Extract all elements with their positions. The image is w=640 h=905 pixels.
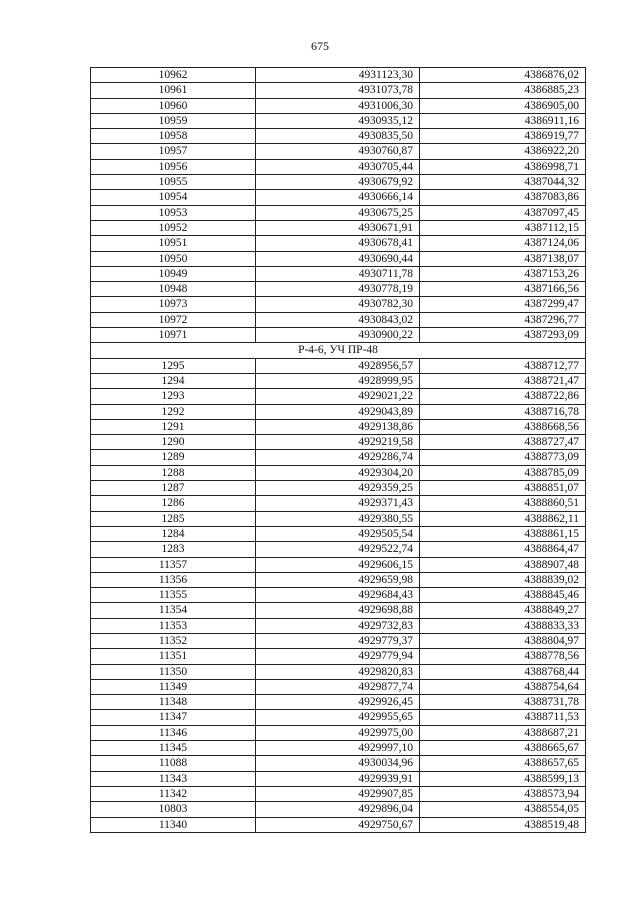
table-row: [91, 328, 586, 343]
table-row: [91, 83, 586, 98]
x-coordinate-cell: 4930705,44: [256, 159, 420, 174]
y-coordinate-cell: 4388573,94: [420, 786, 586, 801]
y-coordinate-cell: 4388862,11: [420, 511, 586, 526]
x-coordinate-cell: 4929606,15: [256, 557, 420, 572]
y-coordinate-cell: 4388778,56: [420, 649, 586, 664]
x-coordinate-cell: 4930900,22: [256, 328, 420, 343]
table-row: [91, 557, 586, 572]
x-coordinate-cell: 4929877,74: [256, 679, 420, 694]
point-id-cell: 10958: [91, 129, 256, 144]
table-row: [91, 389, 586, 404]
point-id-cell: 11356: [91, 572, 256, 587]
point-id-cell: 1292: [91, 404, 256, 419]
x-coordinate-cell: 4929684,43: [256, 588, 420, 603]
x-coordinate-cell: 4929955,65: [256, 710, 420, 725]
section-title: Р-4-6, УЧ ПР-48: [91, 343, 586, 358]
y-coordinate-cell: 4387153,26: [420, 266, 586, 281]
table-row: [91, 649, 586, 664]
y-coordinate-cell: 4388721,47: [420, 373, 586, 388]
point-id-cell: 11346: [91, 725, 256, 740]
x-coordinate-cell: 4928999,95: [256, 373, 420, 388]
x-coordinate-cell: 4929975,00: [256, 725, 420, 740]
table-row: [91, 572, 586, 587]
y-coordinate-cell: 4388785,09: [420, 465, 586, 480]
y-coordinate-cell: 4388554,05: [420, 802, 586, 817]
y-coordinate-cell: 4388668,56: [420, 419, 586, 434]
x-coordinate-cell: 4929926,45: [256, 695, 420, 710]
x-coordinate-cell: 4929380,55: [256, 511, 420, 526]
table-row: [91, 786, 586, 801]
x-coordinate-cell: 4929997,10: [256, 741, 420, 756]
y-coordinate-cell: 4388687,21: [420, 725, 586, 740]
point-id-cell: 10957: [91, 144, 256, 159]
table-row: [91, 159, 586, 174]
page-number: 675: [311, 39, 329, 53]
x-coordinate-cell: 4930782,30: [256, 297, 420, 312]
table-row: [91, 511, 586, 526]
point-id-cell: 11343: [91, 771, 256, 786]
y-coordinate-cell: 4387293,09: [420, 328, 586, 343]
table-row: [91, 802, 586, 817]
y-coordinate-cell: 4388722,86: [420, 389, 586, 404]
x-coordinate-cell: 4929732,83: [256, 618, 420, 633]
x-coordinate-cell: 4931123,30: [256, 68, 420, 83]
point-id-cell: 11357: [91, 557, 256, 572]
table-row: [91, 603, 586, 618]
x-coordinate-cell: 4929820,83: [256, 664, 420, 679]
table-row: [91, 312, 586, 327]
y-coordinate-cell: 4388712,77: [420, 358, 586, 373]
point-id-cell: 11342: [91, 786, 256, 801]
x-coordinate-cell: 4929371,43: [256, 496, 420, 511]
table-row: [91, 588, 586, 603]
y-coordinate-cell: 4386919,77: [420, 129, 586, 144]
point-id-cell: 1288: [91, 465, 256, 480]
point-id-cell: 10973: [91, 297, 256, 312]
point-id-cell: 10961: [91, 83, 256, 98]
y-coordinate-cell: 4387044,32: [420, 175, 586, 190]
x-coordinate-cell: 4929779,94: [256, 649, 420, 664]
coordinates-table: [90, 67, 586, 833]
point-id-cell: 10948: [91, 282, 256, 297]
table-row: [91, 205, 586, 220]
table-row: [91, 113, 586, 128]
y-coordinate-cell: 4388665,67: [420, 741, 586, 756]
y-coordinate-cell: 4388731,78: [420, 695, 586, 710]
point-id-cell: 1284: [91, 526, 256, 541]
x-coordinate-cell: 4929907,85: [256, 786, 420, 801]
x-coordinate-cell: 4929896,04: [256, 802, 420, 817]
y-coordinate-cell: 4388768,44: [420, 664, 586, 679]
x-coordinate-cell: 4929304,20: [256, 465, 420, 480]
y-coordinate-cell: 4388716,78: [420, 404, 586, 419]
point-id-cell: 11352: [91, 633, 256, 648]
point-id-cell: 11350: [91, 664, 256, 679]
point-id-cell: 11349: [91, 679, 256, 694]
y-coordinate-cell: 4386922,20: [420, 144, 586, 159]
table-row: [91, 282, 586, 297]
y-coordinate-cell: 4387296,77: [420, 312, 586, 327]
x-coordinate-cell: 4930711,78: [256, 266, 420, 281]
x-coordinate-cell: 4929750,67: [256, 817, 420, 832]
table-row: [91, 129, 586, 144]
x-coordinate-cell: 4930671,91: [256, 220, 420, 235]
y-coordinate-cell: 4386911,16: [420, 113, 586, 128]
y-coordinate-cell: 4386876,02: [420, 68, 586, 83]
table-row: [91, 725, 586, 740]
point-id-cell: 11355: [91, 588, 256, 603]
table-row: [91, 741, 586, 756]
y-coordinate-cell: 4388804,97: [420, 633, 586, 648]
y-coordinate-cell: 4386885,23: [420, 83, 586, 98]
point-id-cell: 11345: [91, 741, 256, 756]
point-id-cell: 1289: [91, 450, 256, 465]
table-row: [91, 817, 586, 832]
point-id-cell: 10954: [91, 190, 256, 205]
x-coordinate-cell: 4929219,58: [256, 435, 420, 450]
y-coordinate-cell: 4388519,48: [420, 817, 586, 832]
point-id-cell: 10949: [91, 266, 256, 281]
point-id-cell: 10959: [91, 113, 256, 128]
x-coordinate-cell: 4930843,02: [256, 312, 420, 327]
y-coordinate-cell: 4387124,06: [420, 236, 586, 251]
y-coordinate-cell: 4388845,46: [420, 588, 586, 603]
y-coordinate-cell: 4388754,64: [420, 679, 586, 694]
point-id-cell: 11353: [91, 618, 256, 633]
point-id-cell: 1293: [91, 389, 256, 404]
table-row: [91, 771, 586, 786]
y-coordinate-cell: 4388711,53: [420, 710, 586, 725]
table-row: [91, 710, 586, 725]
x-coordinate-cell: 4929043,89: [256, 404, 420, 419]
table-row: [91, 297, 586, 312]
point-id-cell: 1294: [91, 373, 256, 388]
table-row: [91, 236, 586, 251]
table-row: [91, 695, 586, 710]
y-coordinate-cell: 4388657,65: [420, 756, 586, 771]
x-coordinate-cell: 4930760,87: [256, 144, 420, 159]
x-coordinate-cell: 4930835,50: [256, 129, 420, 144]
y-coordinate-cell: 4388727,47: [420, 435, 586, 450]
section-header-row: [91, 343, 586, 358]
x-coordinate-cell: 4930034,96: [256, 756, 420, 771]
table-row: [91, 465, 586, 480]
y-coordinate-cell: 4387112,15: [420, 220, 586, 235]
point-id-cell: 10952: [91, 220, 256, 235]
point-id-cell: 10803: [91, 802, 256, 817]
x-coordinate-cell: 4929659,98: [256, 572, 420, 587]
y-coordinate-cell: 4387299,47: [420, 297, 586, 312]
x-coordinate-cell: 4929779,37: [256, 633, 420, 648]
y-coordinate-cell: 4388851,07: [420, 481, 586, 496]
point-id-cell: 10962: [91, 68, 256, 83]
x-coordinate-cell: 4929286,74: [256, 450, 420, 465]
point-id-cell: 1290: [91, 435, 256, 450]
x-coordinate-cell: 4930678,41: [256, 236, 420, 251]
point-id-cell: 10955: [91, 175, 256, 190]
y-coordinate-cell: 4388773,09: [420, 450, 586, 465]
table-row: [91, 251, 586, 266]
x-coordinate-cell: 4929505,54: [256, 526, 420, 541]
table-row: [91, 190, 586, 205]
point-id-cell: 11347: [91, 710, 256, 725]
point-id-cell: 10971: [91, 328, 256, 343]
y-coordinate-cell: 4388839,02: [420, 572, 586, 587]
point-id-cell: 10950: [91, 251, 256, 266]
table-row: [91, 358, 586, 373]
point-id-cell: 10951: [91, 236, 256, 251]
y-coordinate-cell: 4386905,00: [420, 98, 586, 113]
point-id-cell: 1291: [91, 419, 256, 434]
table-row: [91, 756, 586, 771]
x-coordinate-cell: 4931006,30: [256, 98, 420, 113]
y-coordinate-cell: 4387083,86: [420, 190, 586, 205]
table-row: [91, 419, 586, 434]
point-id-cell: 1283: [91, 542, 256, 557]
y-coordinate-cell: 4388864,47: [420, 542, 586, 557]
table-row: [91, 266, 586, 281]
x-coordinate-cell: 4931073,78: [256, 83, 420, 98]
point-id-cell: 10953: [91, 205, 256, 220]
y-coordinate-cell: 4388860,51: [420, 496, 586, 511]
table-row: [91, 618, 586, 633]
table-row: [91, 144, 586, 159]
point-id-cell: 10960: [91, 98, 256, 113]
point-id-cell: 1285: [91, 511, 256, 526]
x-coordinate-cell: 4928956,57: [256, 358, 420, 373]
point-id-cell: 11340: [91, 817, 256, 832]
x-coordinate-cell: 4929522,74: [256, 542, 420, 557]
y-coordinate-cell: 4388849,27: [420, 603, 586, 618]
table-row: [91, 481, 586, 496]
point-id-cell: 11088: [91, 756, 256, 771]
table-row: [91, 373, 586, 388]
y-coordinate-cell: 4388861,15: [420, 526, 586, 541]
table-row: [91, 542, 586, 557]
table-row: [91, 664, 586, 679]
x-coordinate-cell: 4929138,86: [256, 419, 420, 434]
table-row: [91, 526, 586, 541]
point-id-cell: 10956: [91, 159, 256, 174]
y-coordinate-cell: 4387138,07: [420, 251, 586, 266]
point-id-cell: 1286: [91, 496, 256, 511]
table-row: [91, 98, 586, 113]
x-coordinate-cell: 4930666,14: [256, 190, 420, 205]
table-row: [91, 496, 586, 511]
table-row: [91, 220, 586, 235]
y-coordinate-cell: 4388833,33: [420, 618, 586, 633]
table-row: [91, 404, 586, 419]
y-coordinate-cell: 4388907,48: [420, 557, 586, 572]
point-id-cell: 1287: [91, 481, 256, 496]
x-coordinate-cell: 4929359,25: [256, 481, 420, 496]
point-id-cell: 10972: [91, 312, 256, 327]
point-id-cell: 11348: [91, 695, 256, 710]
y-coordinate-cell: 4386998,71: [420, 159, 586, 174]
y-coordinate-cell: 4387097,45: [420, 205, 586, 220]
x-coordinate-cell: 4929021,22: [256, 389, 420, 404]
table-row: [91, 175, 586, 190]
x-coordinate-cell: 4929939,91: [256, 771, 420, 786]
table-row: [91, 435, 586, 450]
table-row: [91, 68, 586, 83]
x-coordinate-cell: 4929698,88: [256, 603, 420, 618]
x-coordinate-cell: 4930778,19: [256, 282, 420, 297]
point-id-cell: 11354: [91, 603, 256, 618]
x-coordinate-cell: 4930679,92: [256, 175, 420, 190]
table-row: [91, 450, 586, 465]
point-id-cell: 11351: [91, 649, 256, 664]
table-row: [91, 679, 586, 694]
x-coordinate-cell: 4930690,44: [256, 251, 420, 266]
y-coordinate-cell: 4387166,56: [420, 282, 586, 297]
table-row: [91, 633, 586, 648]
coordinates-table-body: [91, 68, 586, 833]
x-coordinate-cell: 4930935,12: [256, 113, 420, 128]
y-coordinate-cell: 4388599,13: [420, 771, 586, 786]
x-coordinate-cell: 4930675,25: [256, 205, 420, 220]
point-id-cell: 1295: [91, 358, 256, 373]
